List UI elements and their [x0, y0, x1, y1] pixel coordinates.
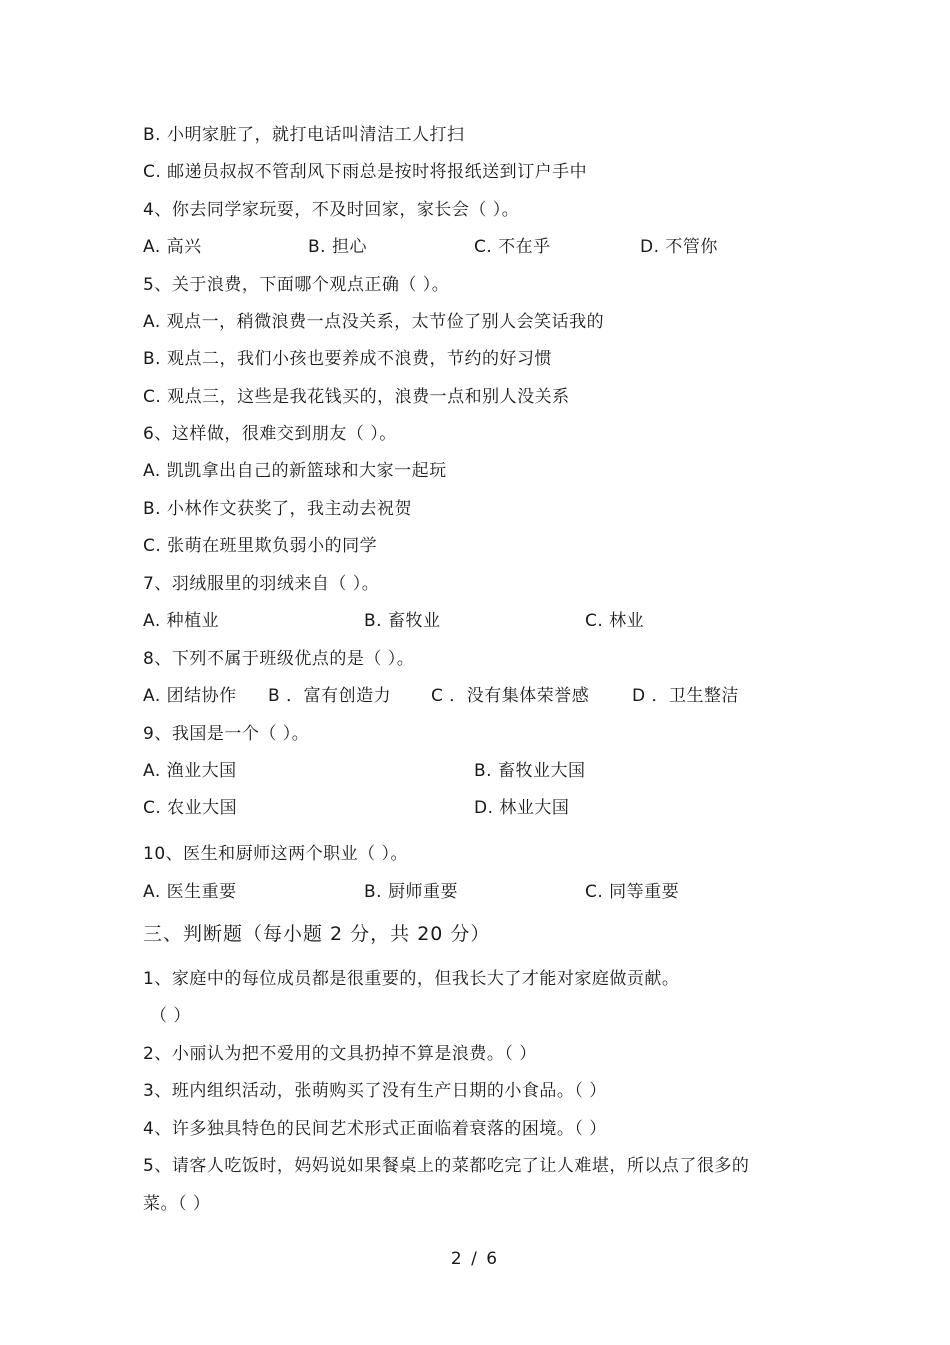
section-3-heading: 三、判断题（每小题 2 分，共 20 分） — [143, 923, 491, 945]
q10-option-a: A. 医生重要 — [143, 882, 237, 902]
judgment-5-continued: 菜。（ ） — [143, 1194, 211, 1214]
question-5: 5、关于浪费，下面哪个观点正确（ ）。 — [143, 275, 450, 295]
question-8: 8、下列不属于班级优点的是（ ）。 — [143, 649, 415, 669]
q8-option-b: B ．富有创造力 — [268, 686, 392, 706]
q10-option-b: B. 厨师重要 — [364, 882, 458, 902]
judgment-5: 5、请客人吃饭时，妈妈说如果餐桌上的菜都吃完了让人难堪，所以点了很多的 — [143, 1156, 750, 1176]
question-4: 4、你去同学家玩耍，不及时回家，家长会（ ）。 — [143, 200, 520, 220]
q9-option-b: B. 畜牧业大国 — [474, 761, 586, 781]
q9-option-c: C. 农业大国 — [143, 798, 238, 818]
page-number: 2 / 6 — [450, 1249, 500, 1269]
q5-option-a: A. 观点一，稍微浪费一点没关系，太节俭了别人会笑话我的 — [143, 312, 605, 332]
question-7: 7、羽绒服里的羽绒来自（ ）。 — [143, 574, 380, 594]
q7-option-b: B. 畜牧业 — [364, 611, 441, 631]
q6-option-c: C. 张萌在班里欺负弱小的同学 — [143, 536, 378, 556]
judgment-2: 2、小丽认为把不爱用的文具扔掉不算是浪费。（ ） — [143, 1044, 537, 1064]
q6-option-b: B. 小林作文获奖了，我主动去祝贺 — [143, 499, 412, 519]
question-10: 10、医生和厨师这两个职业（ ）。 — [143, 844, 409, 864]
q7-option-a: A. 种植业 — [143, 611, 220, 631]
q8-option-d: D ．卫生整洁 — [632, 686, 739, 706]
q4-option-c: C. 不在乎 — [474, 237, 551, 257]
judgment-1: 1、家庭中的每位成员都是很重要的，但我长大了才能对家庭做贡献。 — [143, 969, 680, 989]
q8-option-c: C ．没有集体荣誉感 — [431, 686, 590, 706]
q4-option-a: A. 高兴 — [143, 237, 202, 257]
q4-option-d: D. 不管你 — [640, 237, 718, 257]
question-9: 9、我国是一个（ ）。 — [143, 724, 310, 744]
q9-option-d: D. 林业大国 — [474, 798, 570, 818]
q6-option-a: A. 凯凯拿出自己的新篮球和大家一起玩 — [143, 461, 447, 481]
q3-option-b: B. 小明家脏了，就打电话叫清洁工人打扫 — [143, 125, 465, 145]
q3-option-c: C. 邮递员叔叔不管刮风下雨总是按时将报纸送到订户手中 — [143, 162, 588, 182]
q4-option-b: B. 担心 — [308, 237, 367, 257]
judgment-4: 4、许多独具特色的民间艺术形式正面临着衰落的困境。（ ） — [143, 1119, 607, 1139]
q5-option-c: C. 观点三，这些是我花钱买的，浪费一点和别人没关系 — [143, 387, 570, 407]
q10-option-c: C. 同等重要 — [585, 882, 680, 902]
q9-option-a: A. 渔业大国 — [143, 761, 237, 781]
q5-option-b: B. 观点二，我们小孩也要养成不浪费，节约的好习惯 — [143, 349, 552, 369]
judgment-3: 3、班内组织活动，张萌购买了没有生产日期的小食品。（ ） — [143, 1081, 607, 1101]
q7-option-c: C. 林业 — [585, 611, 645, 631]
q8-option-a: A. 团结协作 — [143, 686, 237, 706]
question-6: 6、这样做，很难交到朋友（ ）。 — [143, 424, 397, 444]
judgment-1-blank: （ ） — [150, 1006, 191, 1026]
